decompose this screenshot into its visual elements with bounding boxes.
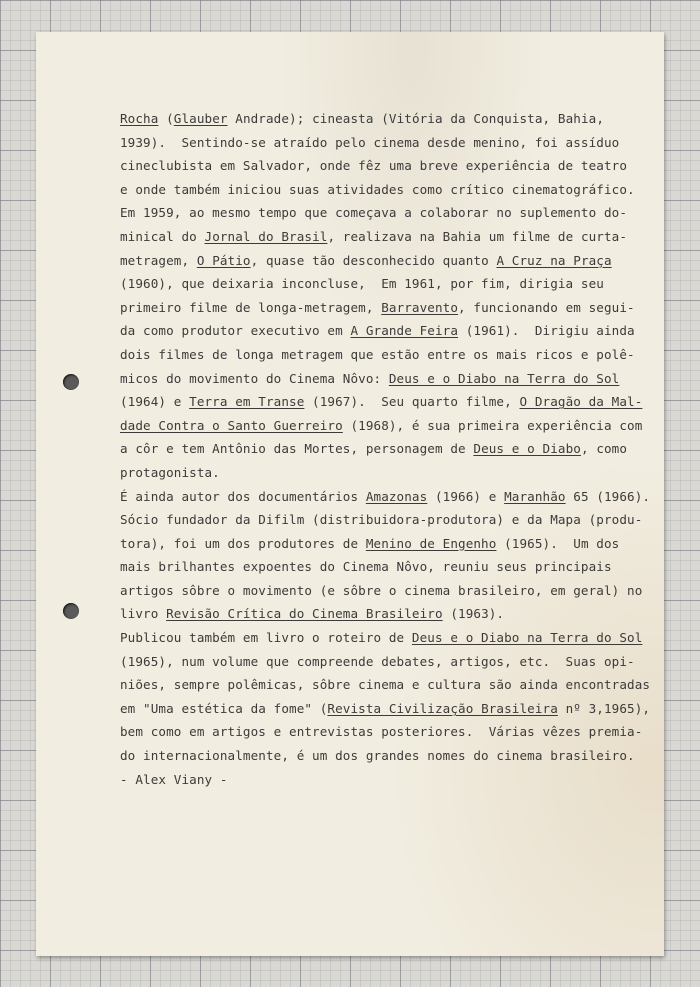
text-line: [120, 602, 640, 626]
text-line: [120, 744, 640, 768]
underlined-title: Deus e o Diabo na Terra do Sol: [388, 370, 620, 386]
text-segment: (1965), num volume que compreende debates, artigos, etc. Suas opi-: [120, 653, 635, 669]
text-segment: Publicou também em livro o roteiro de: [120, 630, 412, 646]
underlined-title: Jornal do Brasil: [204, 228, 328, 244]
text-line: [120, 367, 640, 391]
typewritten-page: [36, 32, 664, 956]
text-segment: , quase tão desconhecido quanto: [250, 252, 497, 268]
text-line: [120, 461, 640, 485]
text-line: [120, 154, 640, 178]
text-line: [120, 319, 640, 343]
underlined-title: Rocha: [120, 111, 159, 126]
underlined-title: Amazonas: [365, 488, 428, 504]
text-line: [120, 555, 640, 579]
underlined-title: O Dragão da Mal-: [519, 394, 643, 410]
underlined-title: Deus e o Diabo: [473, 441, 581, 457]
text-segment: livro: [120, 606, 167, 622]
text-line: [120, 343, 640, 367]
text-line: [120, 437, 640, 461]
text-line: [120, 579, 643, 603]
text-line: [120, 650, 640, 674]
punch-hole: [63, 374, 79, 390]
text-segment: tora), foi um dos produtores de: [120, 535, 366, 551]
text-segment: , como: [580, 441, 628, 457]
text-segment: (1964) e: [120, 394, 190, 410]
text-line: [120, 296, 640, 320]
text-line: [120, 414, 643, 438]
punch-hole: [63, 603, 79, 619]
text-segment: (1967). Seu quarto filme,: [304, 394, 520, 410]
underlined-title: dade Contra o Santo Guerreiro: [120, 417, 343, 433]
text-line: [120, 131, 640, 155]
text-segment: (1965). Um dos: [496, 535, 620, 551]
text-line: [120, 626, 643, 650]
text-segment: (1966) e: [427, 488, 505, 504]
text-segment: (1960), que deixaria inconcluse, Em 1961, por fim, dirigia seu: [120, 276, 604, 292]
text-segment: (1963).: [442, 606, 505, 622]
underlined-title: Glauber: [173, 111, 228, 126]
text-line: [120, 485, 651, 509]
typewritten-text: [120, 107, 651, 791]
text-segment: Em 1959, ao mesmo tempo que começava a colaborar no suplemento do-: [120, 205, 628, 221]
underlined-title: O Pátio: [196, 252, 251, 268]
text-segment: 1939). Sentindo-se atraído pelo cinema desde menino, foi assíduo: [120, 134, 620, 150]
text-segment: - Alex Viany -: [120, 771, 228, 787]
text-segment: (1961). Dirigiu ainda: [458, 323, 635, 339]
text-segment: do internacionalmente, é um dos grandes nomes do cinema brasileiro.: [120, 748, 635, 764]
text-line: [120, 107, 640, 131]
underlined-title: A Cruz na Praça: [496, 252, 612, 268]
text-line: [120, 532, 640, 556]
text-segment: da como produtor executivo em: [120, 323, 351, 339]
text-segment: É ainda autor dos documentários: [120, 488, 366, 504]
text-segment: primeiro filme de longa-metragem,: [120, 299, 382, 315]
text-segment: mais brilhantes expoentes do Cinema Nôvo, reuniu seus principais: [120, 559, 612, 575]
text-segment: , realizava na Bahia um filme de curta-: [327, 228, 628, 244]
text-line: [120, 720, 643, 744]
text-segment: dois filmes de longa metragem que estão entre os mais ricos e polê-: [120, 346, 635, 362]
underlined-title: Terra em Transe: [189, 394, 305, 410]
text-line: [120, 201, 640, 225]
text-segment: (1968), é sua primeira experiência com: [342, 417, 643, 433]
underlined-title: Menino de Engenho: [365, 535, 497, 551]
text-line: [120, 272, 640, 296]
text-segment: artigos sôbre o movimento (e sôbre o cinema brasileiro, em geral) no: [120, 582, 643, 598]
text-line: [120, 249, 640, 273]
text-segment: , funcionando em segui-: [458, 299, 635, 315]
text-segment: minical do: [120, 228, 205, 244]
text-segment: (: [158, 111, 174, 126]
text-line: [120, 390, 643, 414]
text-line: [120, 768, 640, 792]
text-segment: niões, sempre polêmicas, sôbre cinema e cultura são ainda encontradas: [120, 677, 651, 693]
text-segment: cineclubista em Salvador, onde fêz uma breve experiência de teatro: [120, 158, 628, 174]
text-segment: 65 (1966).: [565, 488, 651, 504]
text-segment: nº 3,1965),: [557, 700, 651, 716]
text-segment: protagonista.: [120, 464, 220, 480]
underlined-title: A Grande Feira: [350, 323, 459, 339]
text-segment: Sócio fundador da Difilm (distribuidora-produtora) e da Mapa (produ-: [120, 512, 643, 528]
text-segment: e onde também iniciou suas atividades como crítico cinematográfico.: [120, 181, 635, 197]
text-line: [120, 508, 643, 532]
underlined-title: Maranhão: [504, 488, 566, 504]
underlined-title: Revista Civilização Brasileira: [327, 700, 558, 716]
text-segment: a côr e tem Antônio das Mortes, personagem de: [120, 441, 474, 457]
underlined-title: Barravento: [381, 299, 459, 315]
text-line: [120, 673, 651, 697]
underlined-title: Revisão Crítica do Cinema Brasileiro: [166, 606, 443, 622]
text-segment: bem como em artigos e entrevistas posteriores. Várias vêzes premia-: [120, 724, 643, 740]
text-segment: em "Uma estética da fome" (: [120, 700, 328, 716]
text-line: [120, 225, 640, 249]
text-line: [120, 178, 640, 202]
text-segment: metragem,: [120, 252, 197, 268]
text-segment: Andrade); cineasta (Vitória da Conquista, Bahia,: [227, 111, 604, 126]
text-segment: micos do movimento do Cinema Nôvo:: [120, 370, 389, 386]
underlined-title: Deus e o Diabo na Terra do Sol: [411, 630, 643, 646]
text-line: [120, 697, 651, 721]
